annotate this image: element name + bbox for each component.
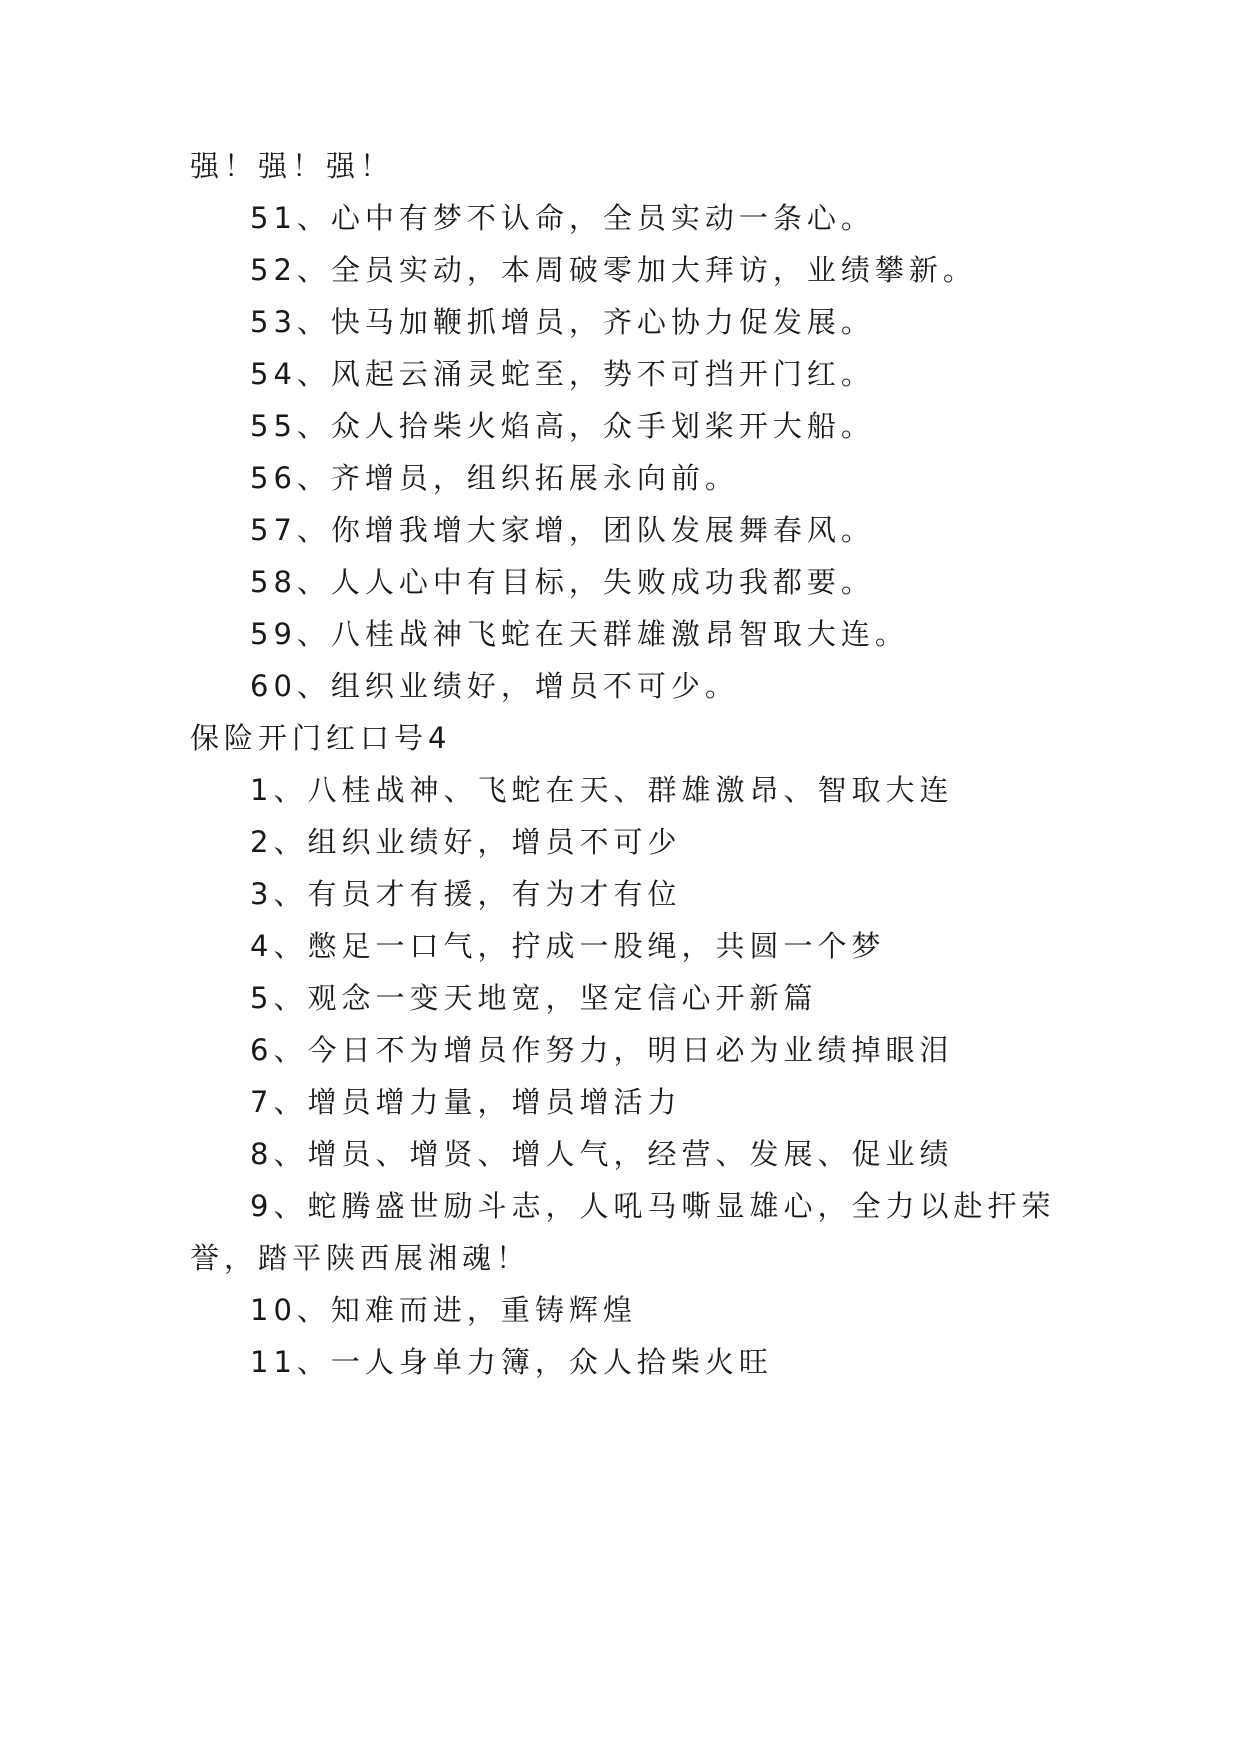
list-item: 1、八桂战神、飞蛇在天、群雄激昂、智取大连 <box>250 773 954 807</box>
list-item: 5、观念一变天地宽，坚定信心开新篇 <box>250 981 818 1015</box>
list-item: 3、有员才有援，有为才有位 <box>250 877 682 911</box>
list-item: 59、八桂战神飞蛇在天群雄激昂智取大连。 <box>250 617 909 651</box>
list-item: 4、憋足一口气，拧成一股绳，共圆一个梦 <box>250 929 886 963</box>
list-item: 2、组织业绩好，增员不可少 <box>250 825 682 859</box>
list-item: 8、增员、增贤、增人气，经营、发展、促业绩 <box>250 1137 954 1171</box>
list-item: 54、风起云涌灵蛇至，势不可挡开门红。 <box>250 357 875 391</box>
list-item: 7、增员增力量，增员增活力 <box>250 1085 682 1119</box>
list-item: 9、蛇腾盛世励斗志，人吼马嘶显雄心，全力以赴扞荣 <box>250 1189 1056 1223</box>
list-item: 60、组织业绩好，增员不可少。 <box>250 669 739 703</box>
list-item: 51、心中有梦不认命，全员实动一条心。 <box>250 201 875 235</box>
section-heading: 保险开门红口号4 <box>190 721 452 755</box>
list-item: 57、你增我增大家增，团队发展舞春风。 <box>250 513 875 547</box>
list-item-continuation: 誉，踏平陕西展湘魂！ <box>190 1241 531 1275</box>
list-item: 10、知难而进，重铸辉煌 <box>250 1293 637 1327</box>
list-item: 53、快马加鞭抓增员，齐心协力促发展。 <box>250 305 875 339</box>
list-item: 58、人人心中有目标，失败成功我都要。 <box>250 565 875 599</box>
list-item: 52、全员实动，本周破零加大拜访，业绩攀新。 <box>250 253 977 287</box>
text-line: 强！强！强！ <box>190 149 395 183</box>
list-item: 55、众人拾柴火焰高，众手划桨开大船。 <box>250 409 875 443</box>
list-item: 56、齐增员，组织拓展永向前。 <box>250 461 739 495</box>
list-item: 6、今日不为增员作努力，明日必为业绩掉眼泪 <box>250 1033 954 1067</box>
list-item: 11、一人身单力簿，众人拾柴火旺 <box>250 1345 773 1379</box>
